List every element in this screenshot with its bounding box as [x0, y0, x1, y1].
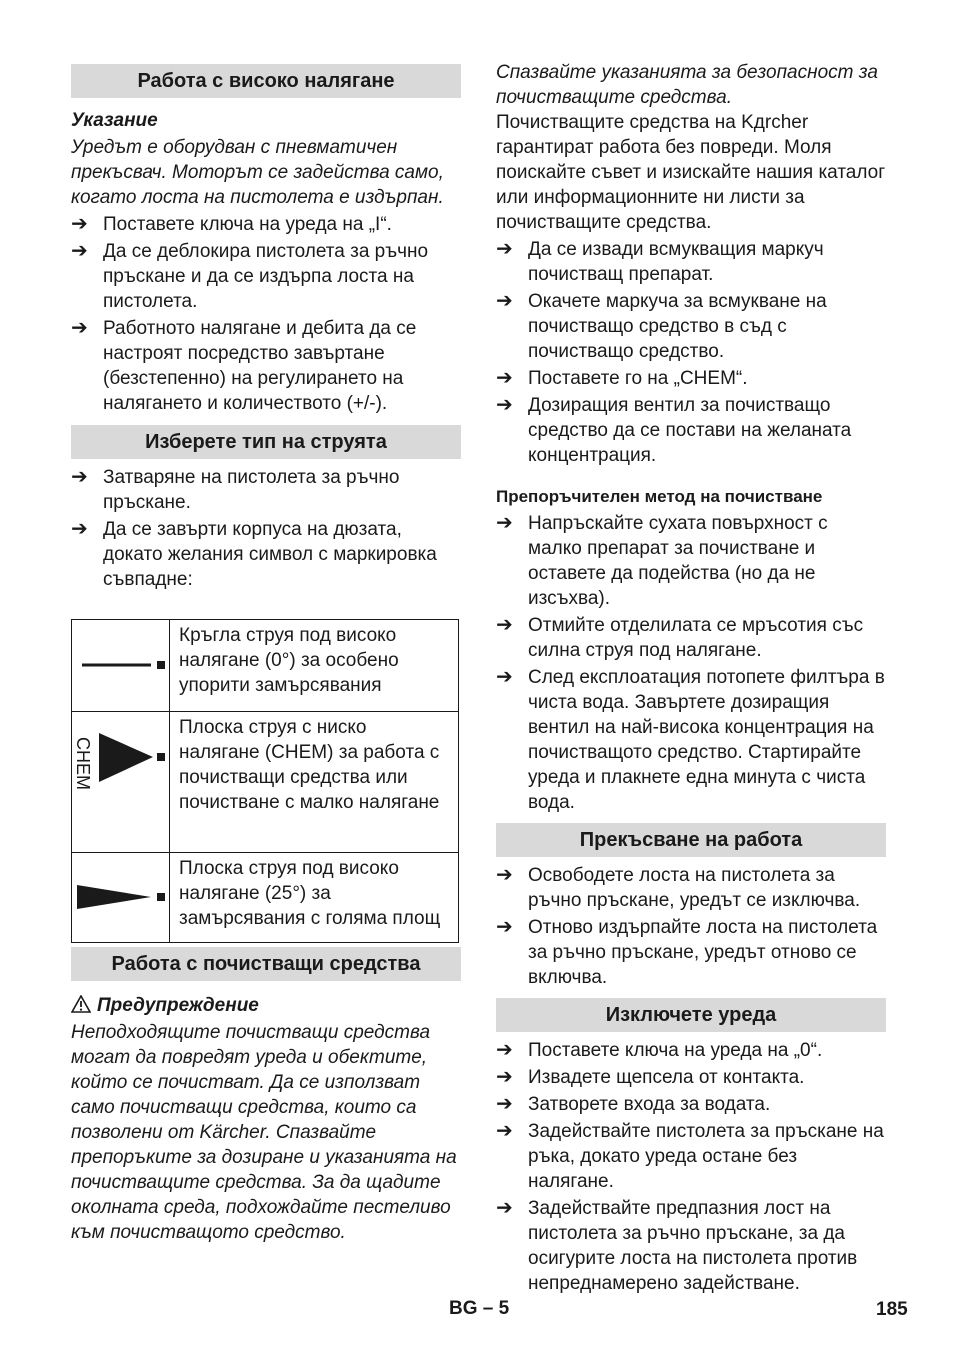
section-heading-detergent: Работа с почистващи средства: [71, 947, 461, 981]
safety-note: Спазвайте указанията за безопасност за почистващите средства.: [496, 62, 878, 108]
arrow-right-icon: ➔: [496, 238, 513, 260]
warning-triangle-icon: [71, 995, 91, 1013]
arrow-right-icon: ➔: [496, 1039, 513, 1061]
list-item: ➔ Отмийте отделилата се мръсотия със силна струя под налягане.: [496, 614, 864, 661]
list-item: ➔ Окачете маркуча за всмукване на почистващо средство в съд с почистващо средство.: [496, 290, 827, 362]
arrow-right-icon: ➔: [496, 916, 513, 938]
nozzle-table: [71, 619, 459, 943]
arrow-right-icon: ➔: [496, 394, 513, 416]
chem-label: CHEM: [73, 737, 93, 790]
arrow-right-icon: ➔: [496, 1093, 513, 1115]
arrow-right-icon: ➔: [71, 317, 88, 339]
steps-switch-off: [496, 1038, 886, 1296]
table-row: [72, 712, 459, 853]
steps-interrupt: [496, 863, 886, 990]
steps-recommended: [496, 511, 886, 815]
warning-text: Неподходящите почистващи средства могат да повредят уреда и обектите, който се почистват. Да се използват само почистващи средства, които са позволени от Kärcher. Спазвайте препоръките за дозиране и указанията на почистващите средства. За да щадите околната среда, подхождайте пестеливо към почистващото средство.: [71, 1022, 457, 1243]
list-item: ➔ Да се деблокира пистолета за ръчно пръскане и да се издърпа лоста на пистолета.: [71, 240, 429, 312]
list-item: ➔ Дозиращия вентил за почистващо средство да се постави на желаната концентрация.: [496, 394, 852, 466]
nozzle-description: Плоска струя с ниско налягане (CHEM) за работа с почистващи средства или почистване с малко налягане: [170, 712, 459, 853]
section-heading-high-pressure: Работа с високо налягане: [71, 64, 461, 98]
steps-jet-type: [71, 465, 461, 592]
list-item: ➔ Напръскайте сухата повърхност с малко препарат за почистване и оставете да подейства (но да не изсъхва).: [496, 512, 828, 609]
flat-jet-wedge-icon: [72, 853, 170, 943]
note-label: Указание: [71, 110, 158, 131]
arrow-right-icon: ➔: [496, 512, 513, 534]
arrow-right-icon: ➔: [496, 666, 513, 688]
recommended-method-heading: Препоръчителен метод на почистване: [496, 487, 823, 506]
warning-label: Предупреждение: [71, 993, 461, 1018]
list-item: ➔ Отново издърпайте лоста на пистолета за ръчно пръскане, уредът отново се включва.: [496, 916, 878, 988]
arrow-right-icon: ➔: [71, 240, 88, 262]
section-heading-jet-type: Изберете тип на струята: [71, 425, 461, 459]
list-item: ➔ Извадете щепсела от контакта.: [496, 1066, 805, 1088]
section-heading-switch-off: Изключете уреда: [496, 998, 886, 1032]
nozzle-description: Плоска струя под високо налягане (25°) за замърсявания с голяма площ: [170, 853, 459, 943]
arrow-right-icon: ➔: [496, 367, 513, 389]
table-row: [72, 620, 459, 712]
arrow-right-icon: ➔: [71, 518, 88, 540]
list-item: ➔ Работното налягане и дебита да се настроят посредство завъртане (безстепенно) на регулирането на налягането и количеството (+/-).: [71, 317, 417, 414]
list-item: ➔ Освободете лоста на пистолета за ръчно пръскане, уредът се изключва.: [496, 864, 861, 911]
left-column: [71, 60, 461, 1245]
arrow-right-icon: ➔: [496, 1066, 513, 1088]
list-item: ➔ Задействайте пистолета за пръскане на ръка, докато уреда остане без налягане.: [496, 1120, 884, 1192]
list-item: ➔ Поставете ключа на уреда на „I“.: [71, 213, 392, 235]
footer-language-page: BG – 5: [449, 1298, 510, 1319]
list-item: ➔ Поставете ключа на уреда на „0“.: [496, 1039, 823, 1061]
right-column: [496, 60, 886, 1296]
arrow-right-icon: ➔: [496, 290, 513, 312]
list-item: ➔ Да се извади всмукващия маркуч почистващ препарат.: [496, 238, 824, 285]
intro-text: Почистващите средства на Kдrcher гарантират работа без повреди. Моля поискайте съвет и изискайте нашия каталог или информационните ни листи за почистващите средства.: [496, 112, 886, 233]
page-number: 185: [876, 1299, 908, 1320]
round-jet-line-icon: [72, 620, 170, 712]
list-item: ➔ Затваряне на пистолета за ръчно пръскане.: [71, 466, 400, 513]
list-item: ➔ Затворете входа за водата.: [496, 1093, 771, 1115]
list-item: ➔ След експлоатация потопете филтъра в чиста вода. Завъртете дозиращия вентил на най-висока концентрация на почистващото средство. Стартирайте уреда и плакнете една минута с чиста вода.: [496, 666, 885, 813]
list-item: ➔ Да се завърти корпуса на дюзата, докато желания символ с маркировка съвпадне:: [71, 518, 437, 590]
steps-high-pressure: [71, 212, 461, 416]
arrow-right-icon: ➔: [496, 1120, 513, 1142]
chem-jet-triangle-icon: [72, 712, 170, 853]
table-row: [72, 853, 459, 943]
arrow-right-icon: ➔: [496, 864, 513, 886]
note-text: Уредът е оборудван с пневматичен прекъсвач. Моторът се задейства само, когато лоста на пистолета е издърпан.: [71, 137, 444, 208]
arrow-right-icon: ➔: [496, 614, 513, 636]
arrow-right-icon: ➔: [496, 1197, 513, 1219]
arrow-right-icon: ➔: [71, 466, 88, 488]
steps-detergent: [496, 237, 886, 468]
list-item: ➔ Задействайте предпазния лост на пистолета за ръчно пръскане, за да осигурите лоста на пистолета против непреднамерено задействане.: [496, 1197, 858, 1294]
arrow-right-icon: ➔: [71, 213, 88, 235]
nozzle-description: Кръгла струя под високо налягане (0°) за особено упорити замърсявания: [170, 620, 459, 712]
list-item: ➔ Поставете го на „CHEM“.: [496, 367, 748, 389]
section-heading-interrupt: Прекъсване на работа: [496, 823, 886, 857]
